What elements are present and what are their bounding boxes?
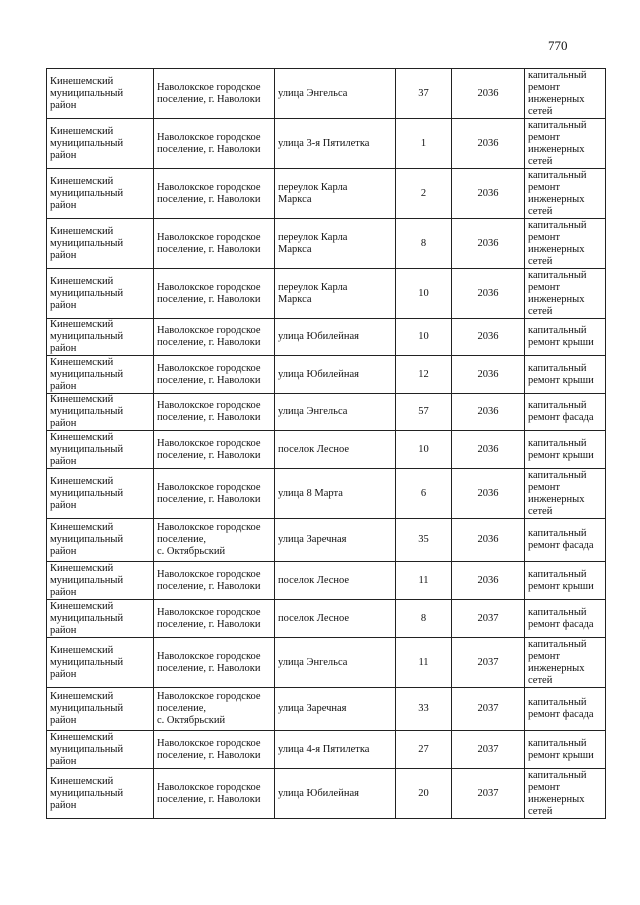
- work-type-cell-text: капитальный ремонт фасада: [528, 697, 594, 720]
- work-type-cell-text: капитальный ремонт инженерных сетей: [528, 69, 587, 117]
- house-number-cell: [396, 769, 452, 819]
- settlement-cell: [154, 469, 275, 519]
- page-number: 770: [548, 38, 568, 53]
- work-type-cell-text: капитальный ремонт фасада: [528, 528, 594, 551]
- table-row: [47, 731, 606, 769]
- district-cell-text: Кинешемский муниципальный район: [50, 356, 124, 392]
- settlement-cell-text: Наволокское городское поселение, г. Наволоки: [157, 325, 261, 348]
- district-cell: [47, 769, 154, 819]
- settlement-cell: [154, 519, 275, 562]
- district-cell-text: Кинешемский муниципальный район: [50, 394, 124, 429]
- year-cell-text: 2036: [477, 443, 499, 455]
- house-number-cell: [396, 319, 452, 356]
- settlement-cell: [154, 219, 275, 269]
- street-cell-text: поселок Лесное: [278, 443, 350, 455]
- house-number-cell: [396, 688, 452, 731]
- street-cell-text: улица Энгельса: [278, 87, 348, 99]
- year-cell-text: 2037: [477, 612, 499, 624]
- district-cell: [47, 269, 154, 319]
- street-cell-text: улица 4-я Пятилетка: [278, 743, 370, 755]
- year-cell: [452, 356, 525, 394]
- street-cell: [275, 431, 396, 469]
- year-cell: [452, 638, 525, 688]
- street-cell: [275, 169, 396, 219]
- year-cell: [452, 519, 525, 562]
- district-cell: [47, 394, 154, 431]
- year-cell: [452, 219, 525, 269]
- house-number-cell: [396, 356, 452, 394]
- settlement-cell-text: Наволокское городское поселение, с. Октябрьский: [157, 522, 261, 557]
- house-number-cell-text: 8: [420, 237, 427, 249]
- house-number-cell-text: 33: [418, 703, 429, 714]
- settlement-cell-text: Наволокское городское поселение, с. Октябрьский: [157, 691, 261, 726]
- street-cell: [275, 469, 396, 519]
- settlement-cell: [154, 769, 275, 819]
- table-row: [47, 688, 606, 731]
- house-number-cell: [396, 219, 452, 269]
- district-cell: [47, 69, 154, 119]
- street-cell: [275, 562, 396, 600]
- work-type-cell-text: капитальный ремонт фасада: [528, 606, 594, 630]
- work-type-cell: [525, 169, 606, 219]
- street-cell-text: улица Заречная: [278, 703, 347, 714]
- house-number-cell: [396, 731, 452, 769]
- district-cell: [47, 562, 154, 600]
- street-cell-text: переулок Карла Маркса: [278, 181, 348, 205]
- house-number-cell: [396, 562, 452, 600]
- street-cell-text: улица 3-я Пятилетка: [278, 137, 370, 149]
- district-cell-text: Кинешемский муниципальный район: [50, 125, 124, 161]
- street-cell: [275, 638, 396, 688]
- repair-schedule-table: [46, 68, 606, 819]
- street-cell: [275, 356, 396, 394]
- settlement-cell-text: Наволокское городское поселение, г. Наволоки: [157, 481, 261, 505]
- street-cell-text: улица Юбилейная: [278, 368, 359, 380]
- table-row: [47, 219, 606, 269]
- district-cell: [47, 356, 154, 394]
- settlement-cell: [154, 169, 275, 219]
- work-type-cell-text: капитальный ремонт инженерных сетей: [528, 269, 587, 317]
- work-type-cell: [525, 600, 606, 638]
- settlement-cell-text: Наволокское городское поселение, г. Наволоки: [157, 568, 261, 592]
- year-cell-text: 2036: [477, 487, 499, 499]
- district-cell-text: Кинешемский муниципальный район: [50, 691, 124, 726]
- year-cell-text: 2036: [477, 287, 499, 299]
- table-row: [47, 119, 606, 169]
- work-type-cell: [525, 769, 606, 819]
- district-cell: [47, 731, 154, 769]
- district-cell: [47, 169, 154, 219]
- year-cell: [452, 731, 525, 769]
- work-type-cell-text: капитальный ремонт крыши: [528, 568, 594, 592]
- work-type-cell: [525, 731, 606, 769]
- district-cell: [47, 600, 154, 638]
- district-cell: [47, 688, 154, 731]
- settlement-cell: [154, 431, 275, 469]
- work-type-cell: [525, 469, 606, 519]
- district-cell: [47, 638, 154, 688]
- district-cell-text: Кинешемский муниципальный район: [50, 75, 124, 111]
- house-number-cell-text: 8: [420, 612, 427, 624]
- street-cell-text: улица Заречная: [278, 534, 347, 545]
- year-cell-text: 2037: [477, 743, 499, 755]
- street-cell: [275, 319, 396, 356]
- year-cell: [452, 319, 525, 356]
- district-cell: [47, 219, 154, 269]
- work-type-cell: [525, 269, 606, 319]
- work-type-cell: [525, 519, 606, 562]
- settlement-cell-text: Наволокское городское поселение, г. Наволоки: [157, 231, 261, 255]
- work-type-cell: [525, 431, 606, 469]
- house-number-cell: [396, 431, 452, 469]
- district-cell: [47, 431, 154, 469]
- work-type-cell-text: капитальный ремонт фасада: [528, 400, 594, 423]
- year-cell-text: 2036: [477, 368, 499, 380]
- year-cell: [452, 269, 525, 319]
- street-cell: [275, 731, 396, 769]
- work-type-cell: [525, 356, 606, 394]
- year-cell: [452, 394, 525, 431]
- house-number-cell: [396, 269, 452, 319]
- work-type-cell: [525, 319, 606, 356]
- street-cell: [275, 219, 396, 269]
- work-type-cell-text: капитальный ремонт инженерных сетей: [528, 469, 587, 517]
- table-body: [47, 69, 606, 819]
- year-cell-text: 2037: [477, 703, 499, 714]
- year-cell-text: 2036: [477, 534, 499, 545]
- work-type-cell: [525, 562, 606, 600]
- settlement-cell: [154, 394, 275, 431]
- street-cell: [275, 519, 396, 562]
- street-cell-text: переулок Карла Маркса: [278, 231, 348, 255]
- year-cell-text: 2036: [477, 87, 499, 99]
- table-row: [47, 394, 606, 431]
- house-number-cell-text: 35: [418, 534, 429, 545]
- district-cell: [47, 319, 154, 356]
- work-type-cell-text: капитальный ремонт инженерных сетей: [528, 769, 587, 817]
- settlement-cell-text: Наволокское городское поселение, г. Наволоки: [157, 281, 261, 305]
- year-cell-text: 2036: [477, 406, 499, 417]
- district-cell-text: Кинешемский муниципальный район: [50, 600, 124, 636]
- work-type-cell-text: капитальный ремонт крыши: [528, 737, 594, 761]
- district-cell: [47, 119, 154, 169]
- district-cell-text: Кинешемский муниципальный район: [50, 225, 124, 261]
- year-cell-text: 2036: [477, 187, 499, 199]
- settlement-cell-text: Наволокское городское поселение, г. Наволоки: [157, 650, 261, 674]
- settlement-cell-text: Наволокское городское поселение, г. Наволоки: [157, 606, 261, 630]
- district-cell: [47, 519, 154, 562]
- table-row: [47, 69, 606, 119]
- district-cell-text: Кинешемский муниципальный район: [50, 522, 124, 557]
- table-row: [47, 356, 606, 394]
- year-cell: [452, 69, 525, 119]
- street-cell-text: улица Юбилейная: [278, 787, 359, 799]
- street-cell: [275, 769, 396, 819]
- settlement-cell: [154, 688, 275, 731]
- year-cell: [452, 769, 525, 819]
- settlement-cell: [154, 69, 275, 119]
- district-cell-text: Кинешемский муниципальный район: [50, 275, 124, 311]
- house-number-cell-text: 11: [418, 574, 429, 586]
- house-number-cell: [396, 469, 452, 519]
- street-cell: [275, 269, 396, 319]
- house-number-cell: [396, 519, 452, 562]
- year-cell: [452, 562, 525, 600]
- work-type-cell: [525, 119, 606, 169]
- settlement-cell-text: Наволокское городское поселение, г. Наволоки: [157, 81, 261, 105]
- year-cell-text: 2036: [477, 331, 499, 342]
- district-cell-text: Кинешемский муниципальный район: [50, 175, 124, 211]
- street-cell: [275, 69, 396, 119]
- street-cell-text: поселок Лесное: [278, 612, 350, 624]
- house-number-cell: [396, 638, 452, 688]
- district-cell: [47, 469, 154, 519]
- house-number-cell-text: 1: [420, 137, 427, 149]
- work-type-cell-text: капитальный ремонт инженерных сетей: [528, 219, 587, 267]
- street-cell: [275, 600, 396, 638]
- settlement-cell-text: Наволокское городское поселение, г. Наволоки: [157, 781, 261, 805]
- house-number-cell-text: 37: [418, 87, 429, 99]
- district-cell-text: Кинешемский муниципальный район: [50, 775, 124, 811]
- street-cell: [275, 119, 396, 169]
- table-row: [47, 169, 606, 219]
- work-type-cell: [525, 688, 606, 731]
- house-number-cell-text: 10: [418, 331, 429, 342]
- work-type-cell: [525, 638, 606, 688]
- table-row: [47, 519, 606, 562]
- house-number-cell-text: 20: [418, 787, 429, 799]
- street-cell: [275, 688, 396, 731]
- house-number-cell: [396, 600, 452, 638]
- house-number-cell-text: 27: [418, 743, 429, 755]
- settlement-cell: [154, 269, 275, 319]
- settlement-cell-text: Наволокское городское поселение, г. Наволоки: [157, 437, 261, 461]
- settlement-cell: [154, 319, 275, 356]
- settlement-cell: [154, 638, 275, 688]
- table-row: [47, 431, 606, 469]
- table-row: [47, 562, 606, 600]
- house-number-cell-text: 12: [418, 368, 429, 380]
- table-row: [47, 638, 606, 688]
- house-number-cell: [396, 169, 452, 219]
- year-cell: [452, 119, 525, 169]
- street-cell-text: поселок Лесное: [278, 574, 350, 586]
- table-row: [47, 600, 606, 638]
- street-cell: [275, 394, 396, 431]
- district-cell-text: Кинешемский муниципальный район: [50, 644, 124, 680]
- table-row: [47, 269, 606, 319]
- work-type-cell-text: капитальный ремонт инженерных сетей: [528, 638, 587, 686]
- settlement-cell-text: Наволокское городское поселение, г. Наволоки: [157, 737, 261, 761]
- district-cell-text: Кинешемский муниципальный район: [50, 431, 124, 467]
- year-cell: [452, 469, 525, 519]
- street-cell-text: улица Юбилейная: [278, 331, 359, 342]
- settlement-cell: [154, 600, 275, 638]
- house-number-cell-text: 11: [418, 656, 429, 668]
- street-cell-text: улица Энгельса: [278, 406, 348, 417]
- work-type-cell: [525, 394, 606, 431]
- settlement-cell-text: Наволокское городское поселение, г. Наволоки: [157, 181, 261, 205]
- work-type-cell-text: капитальный ремонт крыши: [528, 325, 594, 348]
- year-cell-text: 2036: [477, 137, 499, 149]
- work-type-cell-text: капитальный ремонт крыши: [528, 437, 594, 461]
- settlement-cell: [154, 356, 275, 394]
- street-cell-text: переулок Карла Маркса: [278, 281, 348, 305]
- work-type-cell: [525, 69, 606, 119]
- year-cell-text: 2036: [477, 574, 499, 586]
- year-cell: [452, 600, 525, 638]
- house-number-cell-text: 10: [418, 287, 429, 299]
- street-cell-text: улица 8 Марта: [278, 487, 343, 499]
- district-cell-text: Кинешемский муниципальный район: [50, 562, 124, 598]
- house-number-cell: [396, 119, 452, 169]
- work-type-cell-text: капитальный ремонт инженерных сетей: [528, 119, 587, 167]
- district-cell-text: Кинешемский муниципальный район: [50, 731, 124, 767]
- settlement-cell-text: Наволокское городское поселение, г. Наволоки: [157, 131, 261, 155]
- settlement-cell: [154, 562, 275, 600]
- year-cell-text: 2037: [477, 656, 499, 668]
- table-row: [47, 319, 606, 356]
- settlement-cell-text: Наволокское городское поселение, г. Наволоки: [157, 400, 261, 423]
- year-cell: [452, 688, 525, 731]
- year-cell-text: 2036: [477, 237, 499, 249]
- settlement-cell-text: Наволокское городское поселение, г. Наволоки: [157, 362, 261, 386]
- year-cell: [452, 169, 525, 219]
- street-cell-text: улица Энгельса: [278, 656, 348, 668]
- table-row: [47, 469, 606, 519]
- house-number-cell-text: 2: [420, 187, 427, 199]
- house-number-cell: [396, 69, 452, 119]
- district-cell-text: Кинешемский муниципальный район: [50, 475, 124, 511]
- work-type-cell: [525, 219, 606, 269]
- year-cell: [452, 431, 525, 469]
- work-type-cell-text: капитальный ремонт инженерных сетей: [528, 169, 587, 217]
- house-number-cell-text: 10: [418, 443, 429, 455]
- table-row: [47, 769, 606, 819]
- settlement-cell: [154, 119, 275, 169]
- house-number-cell-text: 6: [420, 487, 427, 499]
- house-number-cell-text: 57: [418, 406, 429, 417]
- work-type-cell-text: капитальный ремонт крыши: [528, 362, 594, 386]
- settlement-cell: [154, 731, 275, 769]
- year-cell-text: 2037: [477, 787, 499, 799]
- house-number-cell: [396, 394, 452, 431]
- district-cell-text: Кинешемский муниципальный район: [50, 319, 124, 354]
